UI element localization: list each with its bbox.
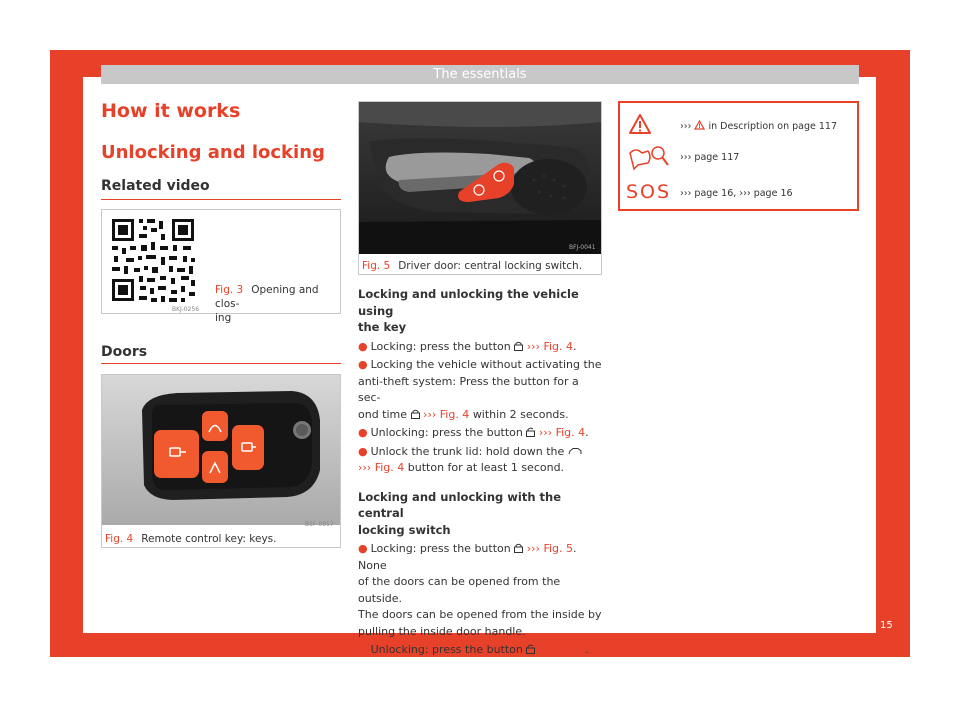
subsection-title: [358, 489, 602, 539]
item-text: ond time: [358, 407, 408, 421]
sos-icon: SOS: [626, 181, 672, 203]
locking-key-section: [358, 286, 602, 659]
figure-caption: [362, 259, 602, 273]
bullet-icon: ●: [358, 426, 368, 439]
title-line: Locking and unlocking the vehicle using: [358, 287, 579, 318]
lock-key-button: [232, 425, 264, 470]
item-text: within 2 seconds.: [472, 407, 569, 421]
panic-key-button: [202, 451, 228, 483]
item-text: button for at least 1 second.: [407, 461, 565, 474]
fig3-box: [101, 209, 341, 324]
item-text: of the doors can be opened from the outside.: [358, 575, 561, 605]
car-trunk-icon: [568, 447, 582, 455]
ref-arrow: ›››: [526, 542, 540, 555]
warning-row: [620, 179, 857, 209]
list-item: [358, 642, 602, 659]
lock-icon: [514, 341, 523, 351]
list-item: [358, 541, 602, 640]
figure-number: Fig. 4: [105, 533, 134, 545]
related-video-heading: Related video: [101, 178, 210, 194]
figure-link[interactable]: Fig. 4: [555, 426, 586, 439]
caption-line: ing: [215, 312, 232, 324]
fig5-box: [358, 101, 602, 275]
section-subtitle: Unlocking and locking: [101, 142, 325, 163]
figure-link[interactable]: Fig. 5: [555, 643, 586, 656]
item-text: . None: [358, 542, 577, 572]
running-header: The essentials: [101, 65, 859, 84]
caption-text: Driver door: central locking switch.: [398, 260, 583, 272]
ref-arrow: ›››: [538, 643, 553, 656]
item-text: .: [585, 643, 589, 656]
list-item: [358, 339, 602, 356]
warnings-box: [618, 101, 859, 211]
list-item: [358, 444, 602, 477]
figure-number: Fig. 3: [215, 284, 244, 296]
warning-text: [680, 120, 837, 132]
warning-triangle-icon: [626, 111, 676, 141]
unlock-icon: [526, 644, 535, 654]
item-text: Locking: press the button: [370, 542, 511, 555]
list-item: [358, 425, 602, 442]
fig4-box: [101, 374, 341, 548]
item-text: Locking: press the button: [370, 339, 511, 353]
item-text: pulling the inside door handle.: [358, 624, 526, 638]
warning-link[interactable]: in Description on page 117: [708, 121, 838, 132]
ref-arrow: ›››: [358, 461, 372, 474]
item-text: .: [585, 426, 589, 439]
figure-link[interactable]: Fig. 5: [543, 542, 573, 555]
figure-caption: [215, 283, 340, 325]
bullet-icon: ●: [358, 542, 368, 555]
figure-code: B5F-0957: [305, 521, 334, 528]
lock-icon: [514, 543, 523, 553]
list-item: [358, 357, 602, 423]
item-text: .: [573, 339, 577, 353]
subsection-title: [358, 286, 602, 336]
figure-link[interactable]: Fig. 4: [439, 407, 470, 421]
figure-code: BKJ-0256: [172, 306, 200, 313]
figure-number: Fig. 5: [362, 260, 391, 272]
item-text: Unlocking: press the button: [370, 426, 523, 439]
item-text: The doors can be opened from the inside by: [358, 608, 602, 621]
ref-arrow: ›››: [423, 407, 437, 421]
title-line: locking switch: [358, 522, 451, 537]
door-switch-image: [359, 102, 601, 254]
title-line: Locking and unlocking with the central: [358, 489, 562, 520]
figure-link[interactable]: Fig. 4: [374, 461, 405, 474]
environment-icon: [626, 143, 676, 173]
caption-line: Opening and clos-: [215, 284, 319, 310]
doors-heading: Doors: [101, 344, 148, 360]
figure-code: BFJ-0041: [569, 244, 596, 251]
ref-arrow: ›››: [526, 339, 540, 353]
item-text: Locking the vehicle without activating the: [370, 358, 602, 371]
unlock-key-button: [154, 430, 199, 478]
figure-link[interactable]: Fig. 4: [543, 339, 573, 353]
title-line: the key: [358, 320, 407, 334]
warning-row: [620, 143, 857, 173]
qr-code-image[interactable]: [105, 212, 201, 312]
item-text: Unlock the trunk lid: hold down the: [370, 444, 565, 458]
ref-arrow: ›››: [680, 121, 692, 132]
ref-arrow: ›››: [538, 426, 553, 439]
warning-row: [620, 111, 857, 141]
warning-text[interactable]: ››› page 16, ››› page 16: [680, 188, 793, 199]
bullet-icon: ●: [358, 444, 368, 458]
section-title: How it works: [101, 100, 241, 122]
item-text: anti-theft system: Press the button for a sec-: [358, 374, 579, 404]
lock-icon: [411, 409, 420, 419]
unlock-icon: [526, 427, 535, 437]
page-number: 15: [880, 620, 893, 631]
item-text: Unlocking: press the button: [370, 643, 523, 656]
bullet-icon: ●: [358, 643, 368, 656]
figure-caption: [105, 532, 340, 546]
divider: [101, 363, 341, 364]
remote-key-image: [102, 375, 340, 525]
warning-triangle-icon: [694, 120, 705, 130]
caption-text: Remote control key: keys.: [141, 533, 277, 545]
bullet-icon: ●: [358, 339, 368, 353]
bullet-icon: ●: [358, 358, 368, 371]
warning-text[interactable]: ››› page 117: [680, 152, 740, 163]
divider: [101, 199, 341, 200]
